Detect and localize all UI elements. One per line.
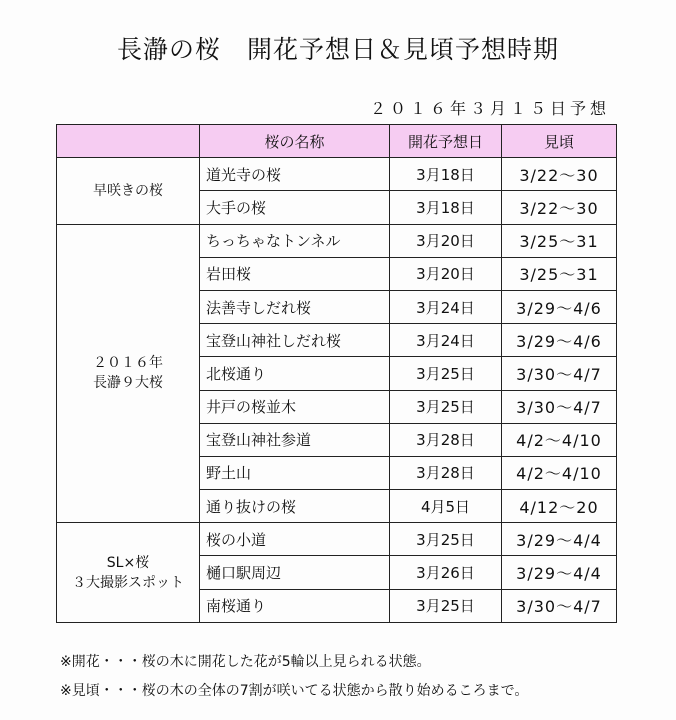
forecast-date: ２０１６年３月１５日予想 [369, 99, 610, 118]
tree-name: 樋口駅周辺 [200, 556, 390, 589]
bloom-date: 3月25日 [390, 589, 502, 622]
peak-period: 4/2～4/10 [502, 423, 617, 456]
bloom-date: 3月28日 [390, 423, 502, 456]
tree-name: 大手の桜 [200, 191, 390, 224]
tree-name: 岩田桜 [200, 257, 390, 290]
table-row [57, 523, 617, 556]
tree-name: ちっちゃなトンネル [200, 224, 390, 257]
group-label [57, 224, 200, 523]
peak-period: 3/25～31 [502, 257, 617, 290]
page-title: 長瀞の桜 開花予想日＆見頃予想時期 [116, 35, 559, 64]
bloom-date: 3月18日 [390, 158, 502, 191]
peak-period: 3/25～31 [502, 224, 617, 257]
bloom-date: 3月24日 [390, 324, 502, 357]
tree-name: 宝登山神社参道 [200, 423, 390, 456]
footnote-peak: ※見頃・・・桜の木の全体の7割が咲いてる状態から散り始めるころまで。 [60, 683, 529, 699]
tree-name: 南桜通り [200, 589, 390, 622]
tree-name: 野土山 [200, 456, 390, 489]
peak-period: 3/29～4/6 [502, 290, 617, 323]
peak-period: 3/29～4/4 [502, 556, 617, 589]
bloom-date: 3月18日 [390, 191, 502, 224]
bloom-date: 3月25日 [390, 357, 502, 390]
bloom-date: 3月28日 [390, 456, 502, 489]
group-label [57, 158, 200, 224]
header-peak: 見頃 [502, 125, 617, 158]
bloom-date: 3月25日 [390, 523, 502, 556]
tree-name: 法善寺しだれ桜 [200, 290, 390, 323]
group-label-line: ２０１６年 [93, 355, 163, 372]
group-label-line: ３大撮影スポット [72, 574, 184, 591]
table-header-row [57, 125, 617, 158]
group-label-line: 早咲きの桜 [93, 182, 163, 199]
group-label-line: SL×桜 [106, 554, 150, 571]
bloom-date: 3月20日 [390, 224, 502, 257]
group-label [57, 523, 200, 623]
tree-name: 北桜通り [200, 357, 390, 390]
peak-period: 3/30～4/7 [502, 390, 617, 423]
bloom-date: 4月5日 [390, 490, 502, 523]
table-row [57, 158, 617, 191]
header-name: 桜の名称 [200, 125, 390, 158]
peak-period: 4/12～20 [502, 490, 617, 523]
peak-period: 4/2～4/10 [502, 456, 617, 489]
footnotes [60, 648, 528, 706]
tree-name: 宝登山神社しだれ桜 [200, 324, 390, 357]
header-group [57, 125, 200, 158]
footnote-bloom: ※開花・・・桜の木に開花した花が5輪以上見られる状態。 [60, 654, 431, 670]
tree-name: 桜の小道 [200, 523, 390, 556]
bloom-date: 3月24日 [390, 290, 502, 323]
peak-period: 3/30～4/7 [502, 357, 617, 390]
bloom-date: 3月26日 [390, 556, 502, 589]
peak-period: 3/22～30 [502, 158, 617, 191]
peak-period: 3/29～4/6 [502, 324, 617, 357]
tree-name: 通り抜けの桜 [200, 490, 390, 523]
peak-period: 3/30～4/7 [502, 589, 617, 622]
tree-name: 井戸の桜並木 [200, 390, 390, 423]
peak-period: 3/29～4/4 [502, 523, 617, 556]
bloom-date: 3月20日 [390, 257, 502, 290]
peak-period: 3/22～30 [502, 191, 617, 224]
table-row [57, 224, 617, 257]
group-label-line: 長瀞９大桜 [93, 375, 163, 392]
tree-name: 道光寺の桜 [200, 158, 390, 191]
forecast-table [56, 124, 617, 623]
bloom-date: 3月25日 [390, 390, 502, 423]
header-bloom-date: 開花予想日 [390, 125, 502, 158]
